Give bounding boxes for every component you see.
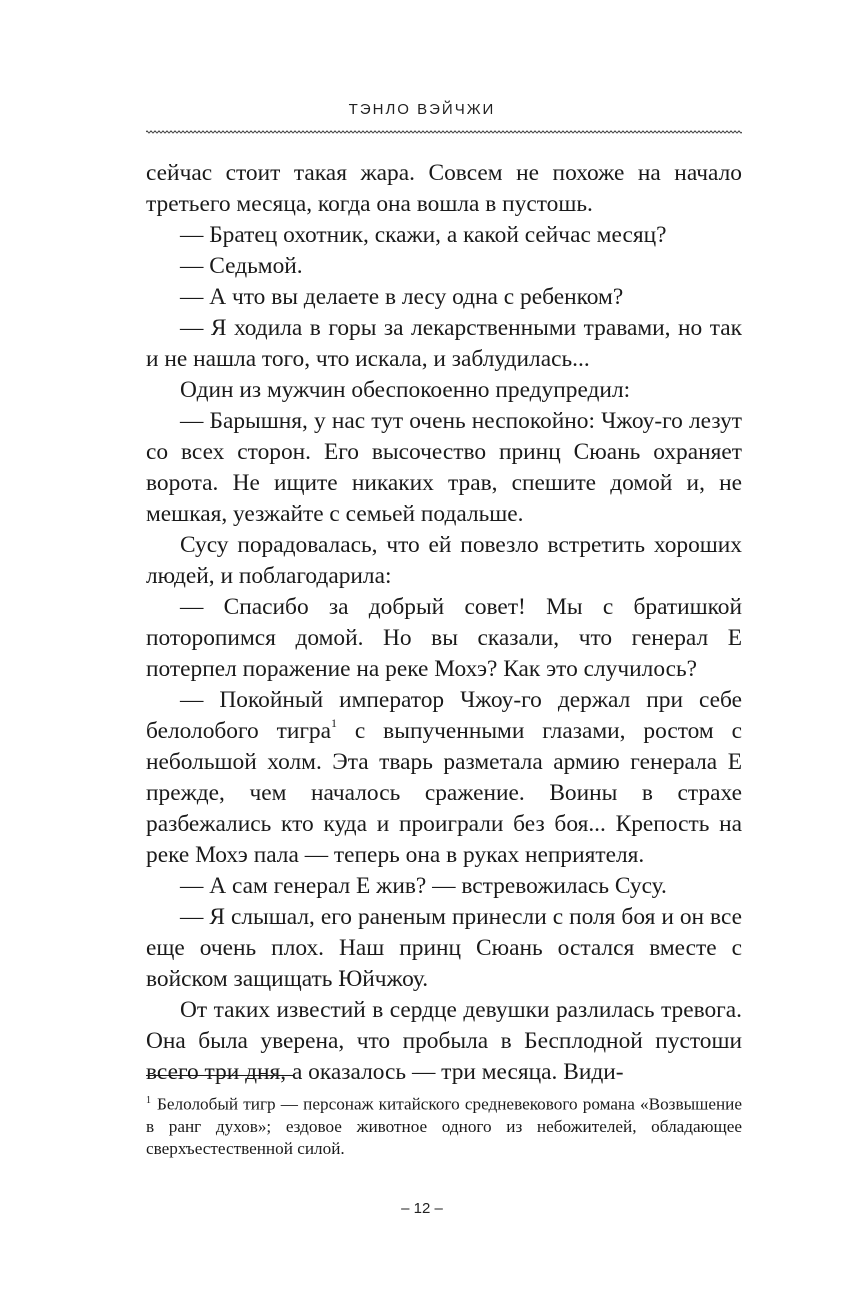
paragraph: — А что вы делаете в лесу одна с ребенком? <box>180 284 624 310</box>
paragraph: — Я слышал, его раненым принесли с поля боя и он все еще очень плох. Наш принц Сюань остался вместе с войском защищать Юйчжоу. <box>146 904 742 992</box>
footnote-reference[interactable]: 1 <box>331 716 338 731</box>
paragraph: — Барышня, у нас тут очень неспокойно: Чжоу-го лезут со всех сторон. Его высочество принц Сюань охраняет ворота. Не ищите никаких трав, спешите домой и, не мешкая, уезжайте с семьей подальше. <box>146 408 742 527</box>
paragraph: Сусу порадовалась, что ей повезло встретить хороших людей, и поблагодарила: <box>146 532 742 589</box>
footnote-number: 1 <box>146 1095 151 1106</box>
paragraph: Один из мужчин обеспокоенно предупредил: <box>180 377 631 403</box>
paragraph-text-after-ref: с выпученными глазами, ростом с небольшой холм. Эта тварь разметала армию генерала Е прежде, чем началось сражение. Воины в страхе разбежались кто куда и проиграли без боя... Крепость на реке Мохэ пала — теперь она в руках неприятеля. <box>146 718 742 868</box>
paragraph: — А сам генерал Е жив? — встревожилась Сусу. <box>180 873 667 899</box>
footnote <box>146 1090 742 1160</box>
footnote-separator <box>146 1075 294 1076</box>
paragraph: — Я ходила в горы за лекарственными травами, но так и не нашла того, что искала, и заблудилась... <box>146 315 742 372</box>
paragraph-text-before-ref: — Покойный император Чжоу-го держал при себе белолобого тигра <box>146 687 742 744</box>
paragraph: — Братец охотник, скажи, а какой сейчас месяц? <box>180 222 667 248</box>
body-text <box>146 158 742 1088</box>
paragraph: — Седьмой. <box>180 253 303 279</box>
running-title: ТЭНЛО ВЭЙЧЖИ <box>348 101 496 118</box>
page-number: – 12 – <box>401 1200 443 1217</box>
header-ornamental-rule <box>146 129 742 135</box>
paragraph: сейчас стоит такая жара. Совсем не похоже на начало третьего месяца, когда она вошла в пустошь. <box>146 160 742 217</box>
paragraph: — Спасибо за добрый совет! Мы с братишкой поторопимся домой. Но вы сказали, что генерал Е потерпел поражение на реке Мохэ? Как это случилось? <box>146 594 742 682</box>
footnote-text: Белолобый тигр — персонаж китайского средневекового романа «Возвышение в ранг духов»; ездовое животное одного из небожителей, обладающее сверхъестественной силой. <box>146 1094 742 1158</box>
paragraph: От таких известий в сердце девушки разлилась тревога. Она была уверена, что пробыла в Бесплодной пустоши всего три дня, а оказалось — три месяца. Види- <box>146 997 742 1085</box>
paragraph-with-footnote-ref <box>146 685 742 871</box>
